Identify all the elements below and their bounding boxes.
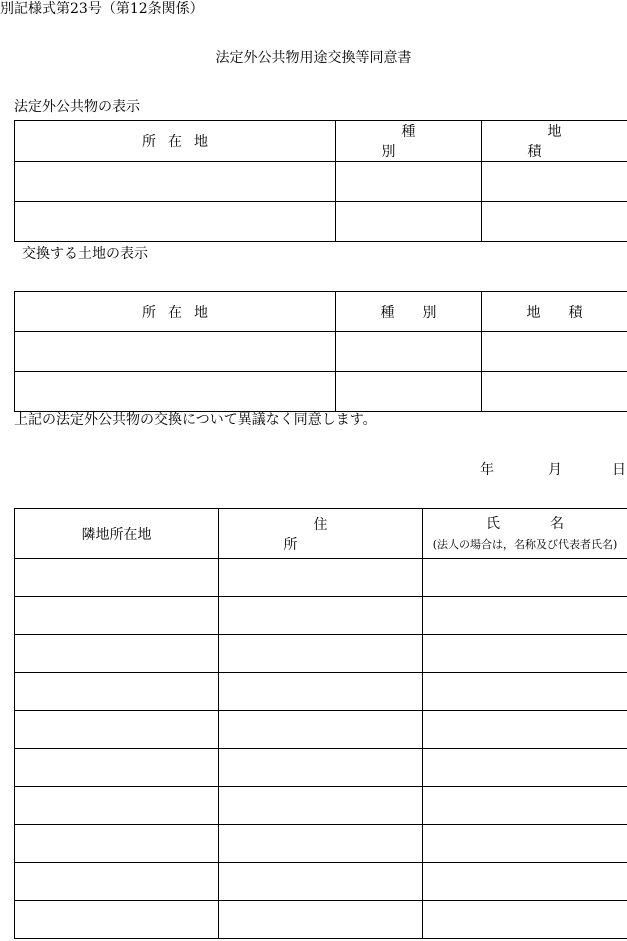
- date-month-label: 月: [548, 462, 562, 478]
- public-property-section-label: 法定外公共物の表示: [14, 99, 140, 115]
- neighbor-location-cell[interactable]: [15, 825, 219, 863]
- neighbor-location-cell[interactable]: [15, 673, 219, 711]
- neighbor-name-cell[interactable]: [423, 673, 627, 711]
- header-address: 住所: [219, 509, 423, 559]
- neighbor-name-cell[interactable]: [423, 901, 627, 939]
- document-title: 法定外公共物用途交換等同意書: [215, 50, 412, 66]
- neighbor-address-cell[interactable]: [219, 749, 423, 787]
- area-cell[interactable]: [482, 332, 627, 372]
- header-category: 種別: [336, 121, 482, 162]
- neighbor-address-cell[interactable]: [219, 863, 423, 901]
- neighbor-address-cell[interactable]: [219, 559, 423, 597]
- exchange-land-table: [14, 291, 627, 412]
- neighbor-location-cell[interactable]: [15, 711, 219, 749]
- neighbor-location-cell[interactable]: [15, 901, 219, 939]
- date-year-label: 年: [480, 462, 494, 478]
- area-cell[interactable]: [482, 202, 627, 242]
- area-cell[interactable]: [482, 162, 627, 202]
- neighbor-address-cell[interactable]: [219, 597, 423, 635]
- header-name: 氏名 (法人の場合は，名称及び代表者氏名): [423, 509, 627, 559]
- category-cell[interactable]: [336, 162, 482, 202]
- exchange-land-section-label: 交換する土地の表示: [22, 246, 148, 262]
- form-number-label: 別記様式第23号（第12条関係）: [0, 1, 204, 17]
- neighbor-name-cell[interactable]: [423, 825, 627, 863]
- category-cell[interactable]: [336, 332, 482, 372]
- consent-statement: 上記の法定外公共物の交換について異議なく同意します。: [14, 412, 377, 428]
- neighbor-location-cell[interactable]: [15, 597, 219, 635]
- area-cell[interactable]: [482, 372, 627, 412]
- neighbor-location-cell[interactable]: [15, 749, 219, 787]
- neighbor-name-cell[interactable]: [423, 559, 627, 597]
- neighbor-location-cell[interactable]: [15, 559, 219, 597]
- neighbor-location-cell[interactable]: [15, 787, 219, 825]
- date-day-label: 日: [612, 462, 626, 478]
- header-area: 地積: [482, 292, 627, 332]
- header-category: 種別: [336, 292, 482, 332]
- neighbor-location-cell[interactable]: [15, 863, 219, 901]
- location-cell[interactable]: [15, 372, 336, 412]
- header-location: 所在地: [15, 292, 336, 332]
- neighbor-consent-table: [14, 508, 627, 939]
- neighbor-name-cell[interactable]: [423, 635, 627, 673]
- neighbor-address-cell[interactable]: [219, 711, 423, 749]
- location-cell[interactable]: [15, 162, 336, 202]
- header-location: 所在地: [15, 121, 336, 162]
- neighbor-location-cell[interactable]: [15, 635, 219, 673]
- neighbor-name-cell[interactable]: [423, 787, 627, 825]
- location-cell[interactable]: [15, 332, 336, 372]
- neighbor-name-cell[interactable]: [423, 863, 627, 901]
- category-cell[interactable]: [336, 202, 482, 242]
- neighbor-name-cell[interactable]: [423, 749, 627, 787]
- public-property-table: [14, 120, 627, 242]
- header-area: 地積: [482, 121, 627, 162]
- neighbor-name-cell[interactable]: [423, 711, 627, 749]
- neighbor-address-cell[interactable]: [219, 825, 423, 863]
- category-cell[interactable]: [336, 372, 482, 412]
- neighbor-address-cell[interactable]: [219, 901, 423, 939]
- neighbor-address-cell[interactable]: [219, 673, 423, 711]
- name-note: (法人の場合は，名称及び代表者氏名): [432, 537, 618, 551]
- neighbor-address-cell[interactable]: [219, 787, 423, 825]
- header-neighbor-location: 隣地所在地: [15, 509, 219, 559]
- neighbor-name-cell[interactable]: [423, 597, 627, 635]
- neighbor-address-cell[interactable]: [219, 635, 423, 673]
- location-cell[interactable]: [15, 202, 336, 242]
